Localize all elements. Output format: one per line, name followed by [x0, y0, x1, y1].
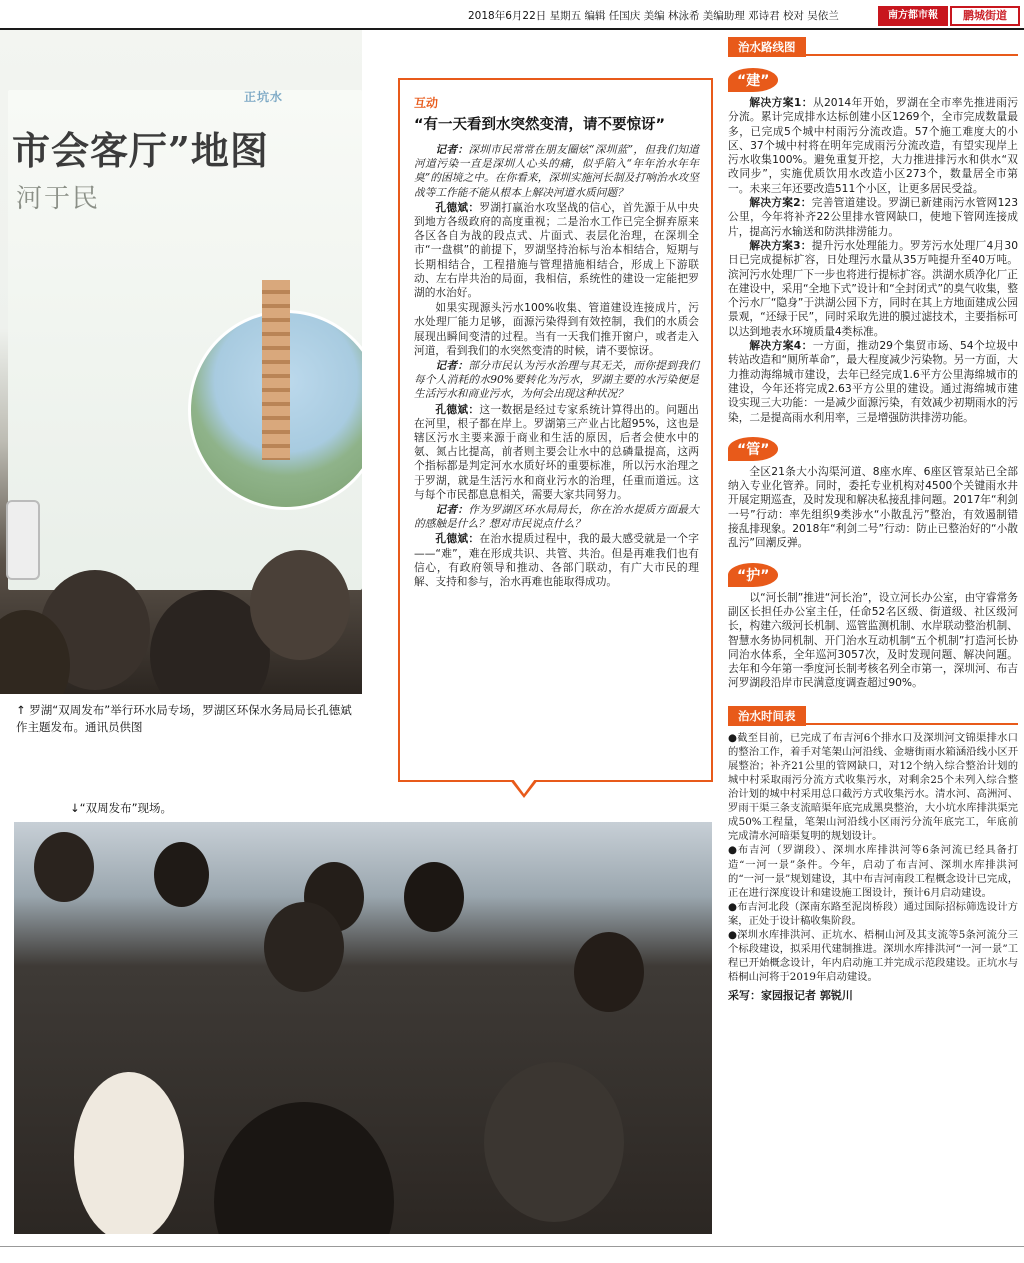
- interview-paragraph: [414, 503, 699, 531]
- paragraph-text: 罗湖打赢治水攻坚战的信心，首先源于从中央到地方各级政府的高度重视；二是治水工作已完全摒弃原来各区各自为战的段点式、片面式、表层化治理，在深圳全市“一盘棋”的前提下，罗湖坚持治标与治本相结合，短期与长期相结合，工程措施与管理措施相结合，形成上下游联动、左右岸共治的局面，我相信，系统性的建设一定能把罗湖的水治好。: [414, 200, 699, 300]
- interview-paragraph: [414, 403, 699, 502]
- timeline-list: [728, 731, 1018, 985]
- solution-item: [728, 339, 1018, 425]
- timeline-header: [728, 705, 1018, 725]
- caption-bottom: ↓“双周发布”现场。: [70, 801, 173, 815]
- photo-audience: [14, 822, 712, 1234]
- solution-label: 解决方案2：: [749, 196, 812, 210]
- speaker: 记者：: [435, 143, 469, 156]
- interview-paragraph: [414, 143, 699, 200]
- footer-rule: [0, 1246, 1024, 1247]
- attendee: [264, 902, 344, 992]
- interview-paragraph: [414, 301, 699, 358]
- badge-protect: “护”: [728, 563, 778, 587]
- attendee: [484, 1062, 624, 1222]
- interview-title: “有一天看到水突然变清，请不要惊讶”: [414, 117, 666, 133]
- solution-item: [728, 239, 1018, 339]
- audience-head: [250, 550, 350, 660]
- interview-paragraph: [414, 532, 699, 589]
- paragraph-text: 深圳市民常常在朋友圈炫“深圳蓝”，但我们知道河道污染一直是深圳人心头的痛，似乎陷入“年年治水年年臭”的困境之中。在你看来，深圳实施河长制及打响治水攻坚战等工作能不能从根本上解决河道水质问题？: [414, 143, 699, 199]
- byline: 采写：家园报记者 郭锐川: [728, 989, 853, 1003]
- screen-title: 市会客厅”地图: [12, 128, 269, 173]
- attendee: [404, 862, 464, 932]
- speaker: 记者：: [435, 359, 469, 373]
- solution-item: [728, 196, 1018, 239]
- badge-manage: “管”: [728, 437, 778, 461]
- solution-text: 从2014年开始，罗湖在全市率先推进雨污分流。累计完成排水达标创建小区1269个，全市完成数量最多，已完成5个城中村雨污分流改造。57个施工难度大的小区、37个城中村将在明年完成雨污分流改造，有望实现岸上污水收集100%。避免重复开挖，大力推进排污水和供水“双改同步”，实施优质饮用水改造小区273个，数量居全市第一。未来三年还要改造511个小区，让更多居民受益。: [728, 96, 1019, 195]
- solution-label: 解决方案3：: [749, 238, 812, 252]
- solution-item: [728, 96, 1018, 196]
- timeline-header-label: 治水时间表: [728, 706, 806, 726]
- section-brand: 鹏城街道: [950, 6, 1020, 26]
- paragraph-text: 部分市民认为污水治理与其无关，而你提到我们每个人消耗的水90%要转化为污水，罗湖主要的水污染便是生活污水和商业污水，为何会出现这种状况？: [414, 359, 699, 401]
- paragraph-text: 如果实现源头污水100%收集、管道建设连接成片，污水处理厂能力足够，面源污染得到有效控制，我们的水质会展现出瞬间变清的过程。当有一天我们推开窗户，或者走入河道，看到我们的水突然变清的时候，请不要惊讶。: [414, 301, 699, 357]
- speaker: 孔德斌：: [435, 200, 480, 214]
- speaker: 记者：: [435, 503, 469, 517]
- speaker: 孔德斌：: [435, 532, 480, 546]
- solution-text: 完善管道建设。罗湖已新建雨污水管网123公里，今年将补齐22公里排水管网缺口，使地下管网连接成片，提高污水输送和防洪排涝能力。: [728, 196, 1019, 238]
- attendee: [74, 1072, 184, 1234]
- page-header: [0, 0, 1024, 30]
- solution-text: 提升污水处理能力。罗芳污水处理厂4月30日已完成提标扩容，日处理污水量从35万吨提升至40万吨。滨河污水处理厂下一步也将进行提标扩容。洪湖水质净化厂正在建设中，采用“全地下式”设计和“全封闭式”的臭气收集，整个污水厂“隐身”于洪湖公园下方，同时在其上方地面建成公园景观，“还绿于民”，同时采取先进的膜过滤技术，主要指标可以达到地表水环境质量4类标准。: [728, 238, 1019, 338]
- protect-text: 以“河长制”推进“河长治”，设立河长办公室，由守睿常务副区长担任办公室主任，任命52名区级、街道级、社区级河长，构建六级河长机制、巡管监测机制、水岸联动整治机制、智慧水务协同机制、开门治水互动机制“五个机制”打造河长协同治水体系，全年巡河3057次，及时发现问题、解决问题。去年和今年第一季度河长制考核名列全市第一，深圳河、布吉河罗湖段沿岸市民满意度调查超过90%。: [728, 590, 1018, 690]
- solution-label: 解决方案4：: [749, 339, 813, 353]
- roadmap-header: [728, 36, 1018, 56]
- paragraph-text: 在治水提质过程中，我的最大感受就是一个字——“难”，难在形成共识、共管、共治。但是再难我们也有信心，有政府领导和推动、各部门联动，有广大市民的理解、支持和参与，治水再难也能取得成功。: [414, 532, 699, 589]
- solution-label: 解决方案1：: [749, 96, 813, 109]
- interview-paragraph: [414, 201, 699, 300]
- right-column: [728, 36, 1018, 1003]
- manage-text: 全区21条大小沟渠河道、8座水库、6座区管泵站已全部纳入专业化管养。同时，委托专业机构对4500个关键雨水井开展定期巡查，及时发现和解决私接乱排问题。2017年“利剑一号”行动：率先组织9类涉水“小散乱污”整治，有效遏制错接乱排现象。2018年“利剑二号”行动：防止已整治好的“小散乱污”回潮反弹。: [728, 464, 1018, 550]
- caption-top: ↑ 罗湖“双周发布”举行环水局专场，罗湖区环保水务局局长孔德斌作主题发布。通讯员供图: [16, 703, 352, 734]
- badge-build: “建”: [728, 68, 778, 92]
- attendee: [154, 842, 209, 907]
- speaker: 孔德斌：: [435, 402, 480, 416]
- solution-text: 一方面，推动29个集贸市场、54个垃圾中转站改造和“厕所革命”，最大程度减少污染物。另一方面，大力推动海绵城市建设，去年已经完成1.6平方公里海绵城市的建设，今年还将完成2.63平方公里的建设。通过海绵城市建设实现三大功能：一是减少面源污染，有效减少初期雨水的污染，二是提高雨水利用率，三是增强防洪排涝功能。: [728, 339, 1019, 424]
- interview-box: [398, 78, 713, 782]
- photo-speaker: [0, 30, 362, 694]
- timeline-item: ●布吉河（罗湖段）、深圳水库排洪河等6条河流已经具备打造“一河一景”条件。今年，启动了布吉河、深圳水库排洪河的“一河一景”规划建设，其中布吉河南段工程概念设计已完成，正在进行深度设计和建设施工图设计，预计6月启动建设。: [728, 844, 1018, 899]
- attendee: [34, 832, 94, 902]
- header-meta: 2018年6月22日 星期五 编辑 任国庆 美编 林泳希 美编助理 邓诗君 校对 吴依兰: [468, 10, 839, 22]
- interview-paragraph: [414, 359, 699, 402]
- roadmap-header-label: 治水路线图: [728, 37, 806, 57]
- screen-subtitle: 河于民: [16, 184, 101, 214]
- speech-bubble-tail-inner: [513, 779, 535, 794]
- attendee: [214, 1102, 394, 1234]
- paragraph-text: 作为罗湖区环水局局长，你在治水提质方面最大的感触是什么？想对市民说点什么？: [414, 503, 699, 531]
- paragraph-text: 这一数据是经过专家系统计算得出的。问题出在河里，根子都在岸上。罗湖第三产业占比超95%，这也是辖区污水主要来源于商业和生活的原因，后者会使水中的氨、氮占比提高，前者则主要会让水中的总磷量提高，这两个指标都是判定河水水质好坏的重要标准，所以污水治理之于罗湖，就是生活污水和商业污水的治理，任重而道远。这与每个市民都息息相关，需要大家共同努力。: [414, 402, 699, 501]
- interview-tag: 互动: [414, 96, 439, 110]
- screen-label: 正坑水: [244, 90, 284, 104]
- phone-in-hand: [6, 500, 40, 580]
- timeline-item: ●深圳水库排洪河、正坑水、梧桐山河及其支流等5条河流分三个标段建设，拟采用代建制推进。深圳水库排洪河“一河一景”工程已开始概念设计，年内启动施工并完成示范段建设。正坑水与梧桐山河将于2019年启动建设。: [728, 929, 1018, 984]
- tower-illustration: [262, 280, 290, 460]
- newspaper-logo: 南方都市報: [878, 6, 948, 26]
- timeline-item: ●布吉河北段（深南东路至泥岗桥段）通过国际招标筛选设计方案，正处于设计稿收集阶段。: [728, 900, 1018, 927]
- timeline-item: ●截至目前，已完成了布吉河6个排水口及深圳河文锦渠排水口的整治工作，着手对笔架山河沿线、金塘街雨水箱涵沿线小区开展整治；补齐21公里的管网缺口，对12个纳入综合整治计划的城中村采取雨污分流方式收集污水，对剩余25个未列入综合整治计划的城中村采用总口截污方式收集污水。清水河、高洲河、罗雨干渠三条支流暗渠年底完成黑臭整治，大小坑水库排洪渠完成50%工程量，笔架山河沿线小区雨污分流年底完工，年底前完成清水河暗渠复明的规划设计。: [728, 731, 1018, 843]
- attendee: [574, 932, 644, 1012]
